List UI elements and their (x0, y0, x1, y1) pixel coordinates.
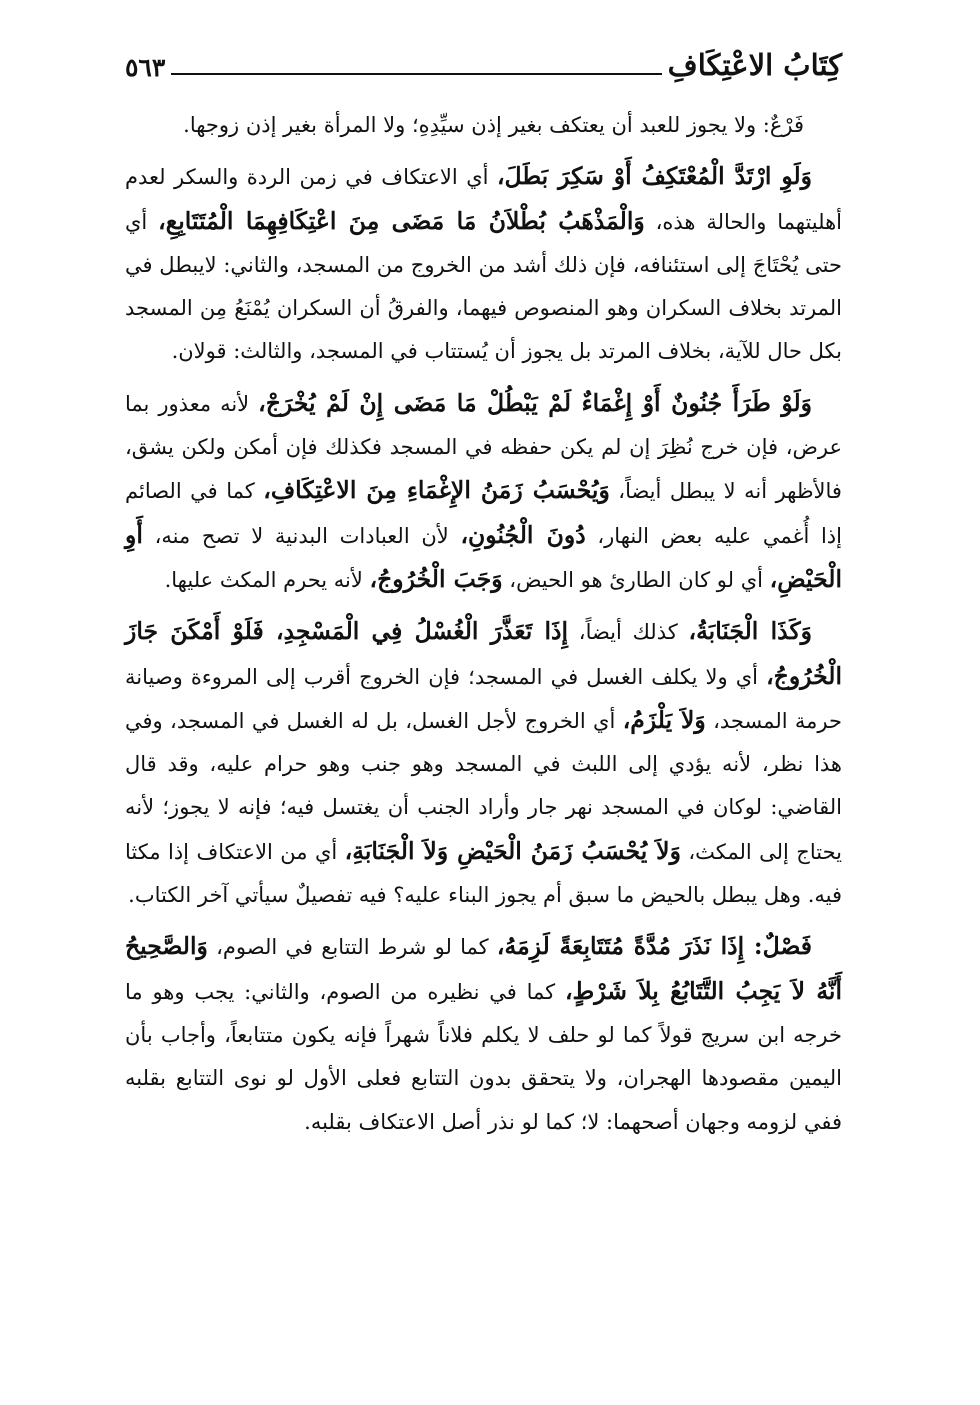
matn-text: دُونَ الْجُنُونِ، (460, 520, 586, 549)
page-number: ٥٦٣ (125, 53, 166, 82)
matn-text: وَيُحْسَبُ زَمَنُ الإِغْمَاءِ مِنَ الاعْتِكَافِ، (263, 476, 610, 505)
commentary-text: كما في نظيره من الصوم، والثاني: يجب وهو ما خرجه ابن سريج قولاً كما لو حلف لا يكلم فلاناً شهراً فإنه يكون متتابعاً، وأجاب بأن اليمين مقصودها الهجران، ولا يتحقق بدون التتابع فعلى الأول لو نوى التتابع بقلبه ففي لزومه وجهان أصحهما: لا؛ كما لو نذر أصل الاعتكاف بقلبه. (125, 979, 842, 1134)
commentary-text: كما في الصائم إذا أُغمي عليه بعض النهار، (125, 479, 842, 548)
commentary-text: كما لو شرط التتابع في الصوم، (207, 935, 497, 960)
commentary-text: كذلك أيضاً، (568, 620, 689, 645)
commentary-text: لأنه معذور بما عرض، فإن خرج نُظِرَ إن لم يكن حفظه في المسجد فكذلك فإن أمكن ولكن يشق، فالأظهر أنه لا يبطل أيضاً، (125, 391, 842, 504)
commentary-text: أي الخروج لأجل الغسل، بل له الغسل في المسجد، وفي هذا نظر، لأنه يؤدي إلى اللبث في المسجد وهو جنب وهو حرام عليه، وقد قال القاضي: لوكان في المسجد نهر جار وأراد الجنب أن يغتسل فيه؛ فإنه لا يجوز؛ لأنه يحتاج إلى المكث، (125, 708, 842, 864)
matn-text: وَالْمَذْهَبُ بُطْلاَنُ مَا مَضَى مِنَ اعْتِكَافِهِمَا الْمُتَتَابِعِ، (158, 206, 645, 235)
paragraph (125, 610, 842, 917)
commentary-text: أي لو كان الطارئ هو الحيض، (502, 567, 770, 592)
matn-text: وَلَوِ ارْتَدَّ الْمُعْتَكِفُ أَوْ سَكِرَ بَطَلَ، (496, 162, 812, 191)
header-rule (171, 73, 661, 75)
commentary-text: أي من الاعتكاف إذا مكثا فيه. وهل يبطل بالحيض ما سبق أم يجوز البناء عليه؟ فيه تفصيلٌ سيأتي آخر الكتاب. (125, 839, 842, 908)
commentary-text: فَرْعٌ: ولا يجوز للعبد أن يعتكف بغير إذن سيِّدِهِ؛ ولا المرأة بغير إذن زوجها. (183, 113, 804, 137)
paragraph (125, 155, 842, 373)
matn-text: وَجَبَ الْخُرُوجُ، (369, 564, 503, 593)
matn-text: أَوِ الْحَيْضِ، (125, 520, 842, 593)
page-body (125, 104, 842, 1345)
paragraph (125, 104, 842, 147)
commentary-text: أي الاعتكاف في زمن الردة والسكر لعدم أهليتهما والحالة هذه، (125, 165, 842, 234)
matn-text: إِذَا تَعَذَّرَ الْغُسْلُ فِي الْمَسْجِدِ، فَلَوْ أَمْكَنَ جَازَ الْخُرُوجُ، (125, 617, 842, 690)
commentary-text: لأنه يحرم المكث عليها. (164, 567, 370, 592)
matn-text: وَلاَ يُحْسَبُ زَمَنُ الْحَيْضِ وَلاَ الْجَنَابَةِ، (344, 836, 681, 865)
paragraph (125, 382, 842, 602)
page-header (125, 40, 842, 80)
commentary-text: أي ولا يكلف الغسل في المسجد؛ فإن الخروج أقرب إلى المروءة وصيانة حرمة المسجد، (125, 664, 842, 733)
commentary-text: لأن العبادات البدنية لا تصح منه، (142, 523, 461, 548)
matn-text: وَلَوْ طَرَأَ جُنُونٌ أَوْ إِغْمَاءٌ لَمْ يَبْطُلْ مَا مَضَى إِنْ لَمْ يُخْرَجْ، (258, 388, 812, 417)
running-title: كِتَابُ الاعْتِكَافِ (667, 48, 842, 82)
matn-text: وَكَذَا الْجَنَابَةُ، (688, 617, 812, 646)
matn-text: وَلاَ يَلْزَمُ، (622, 705, 706, 734)
matn-text: فَصْلٌ: إِذَا نَذَرَ مُدَّةً مُتَتَابِعَةً لَزِمَهُ، (496, 932, 813, 961)
commentary-text: أي حتى يُحْتَاجَ إلى استئنافه، فإن ذلك أشد من الخروج من المسجد، والثاني: لايبطل في المرتد بخلاف السكران وهو المنصوص فيهما، والفرقُ أن السكران يُمْنَعُ مِن المسجد بكل حال للآية، بخلاف المرتد بل يجوز أن يُستتاب في المسجد، والثالث: قولان. (125, 209, 842, 364)
matn-text: وَالصَّحِيحُ أَنَّهُ لاَ يَجِبُ التَّتَابُعُ بِلاَ شَرْطٍ، (125, 932, 842, 1005)
paragraph (125, 925, 842, 1143)
